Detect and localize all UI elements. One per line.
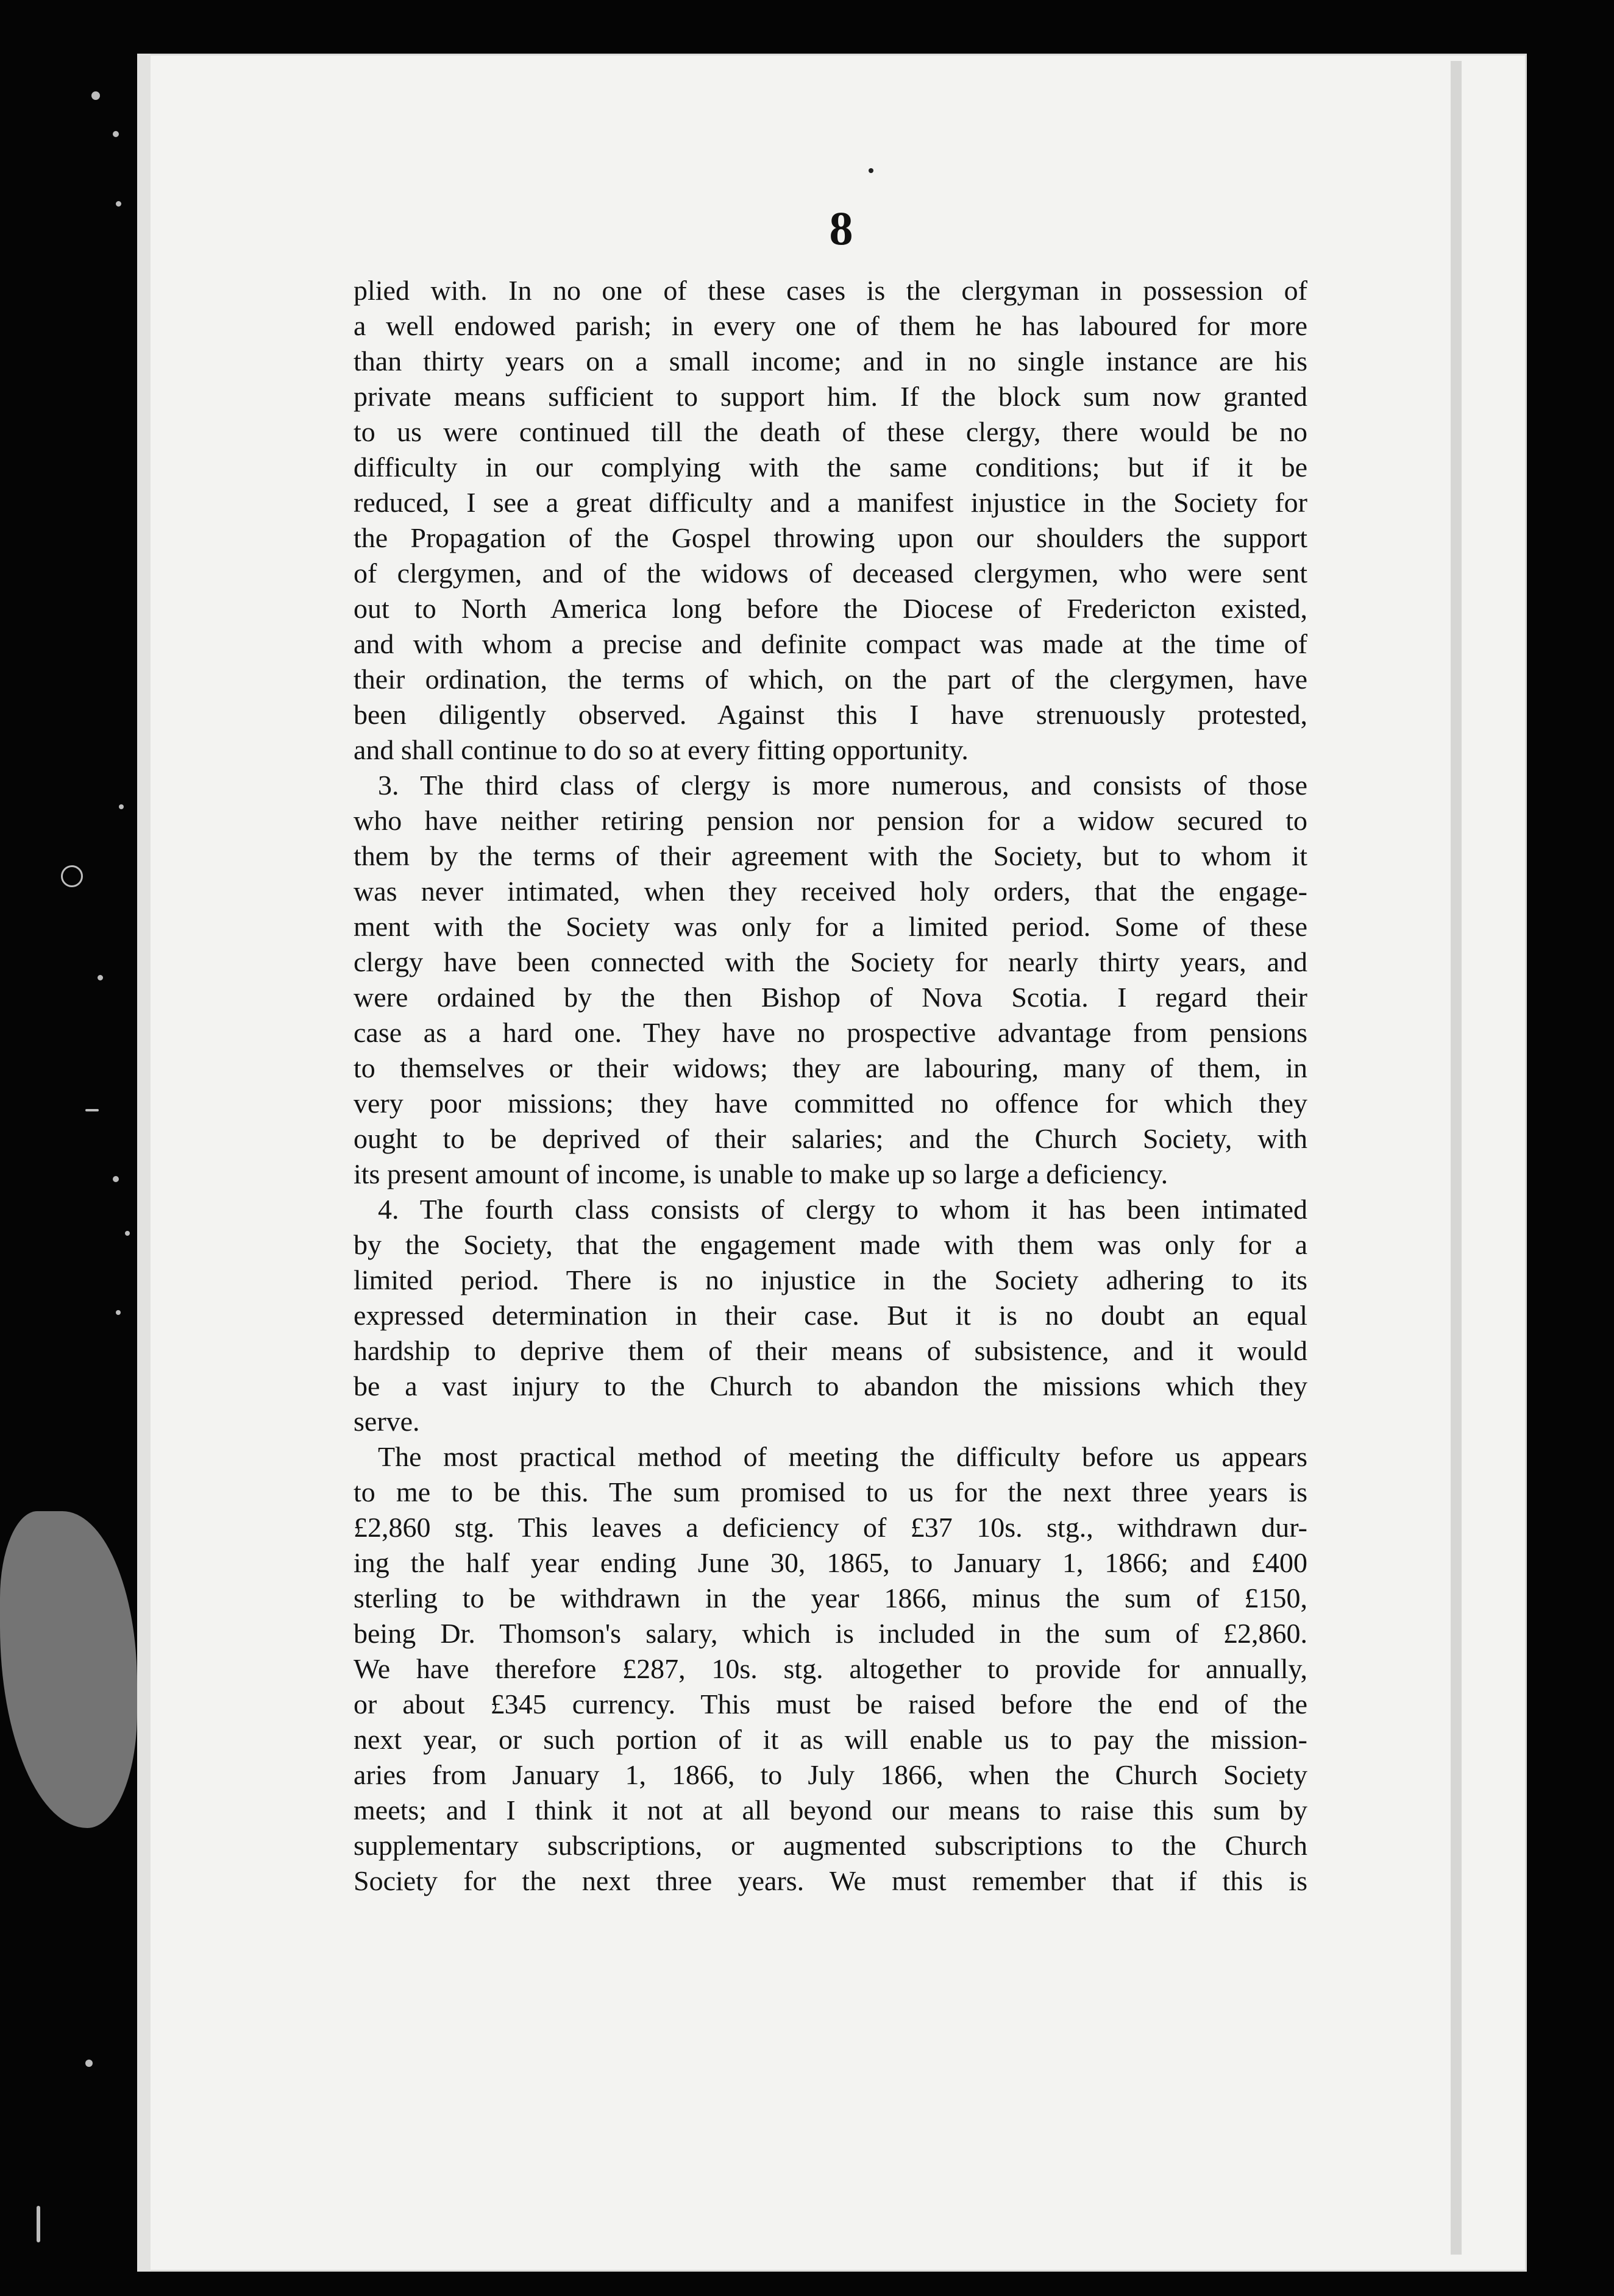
body-text [354, 273, 1307, 1899]
ink-dot [869, 168, 873, 173]
speck [85, 1109, 99, 1111]
speck [61, 865, 83, 887]
text-line: sterling to be withdrawn in the year 1866, minus the sum of £150, [354, 1582, 1307, 1614]
text-line: them by the terms of their agreement with the Society, but to whom it [354, 840, 1307, 871]
text-line: We have therefore £287, 10s. stg. altogether to provide for annually, [354, 1653, 1307, 1684]
speck [98, 975, 103, 980]
text-line: limited period. There is no injustice in the Society adhering to its [354, 1264, 1307, 1295]
text-line: serve. [354, 1406, 420, 1437]
speck [85, 2060, 93, 2067]
text-line: who have neither retiring pension nor pension for a widow secured to [354, 805, 1307, 836]
speck [116, 1310, 121, 1315]
text-line: to us were continued till the death of these clergy, there would be no [354, 416, 1307, 447]
text-line: of clergymen, and of the widows of deceased clergymen, who were sent [354, 558, 1307, 589]
text-line: and shall continue to do so at every fitting opportunity. [354, 734, 969, 765]
text-line: plied with. In no one of these cases is the clergyman in possession of [354, 275, 1307, 306]
scan-stain [0, 1511, 137, 1828]
text-line: being Dr. Thomson's salary, which is included in the sum of £2,860. [354, 1618, 1307, 1649]
page-gutter-edge [137, 54, 151, 2272]
text-line: 4. The fourth class consists of clergy to whom it has been intimated [378, 1194, 1307, 1225]
left-margin-artifacts [0, 0, 137, 2296]
text-line: was never intimated, when they received holy orders, that the engage- [354, 876, 1307, 907]
text-line: next year, or such portion of it as will enable us to pay the mission- [354, 1724, 1307, 1755]
text-line: Society for the next three years. We must remember that if this is [354, 1865, 1307, 1896]
text-line: or about £345 currency. This must be raised before the end of the [354, 1688, 1307, 1720]
text-line: ought to be deprived of their salaries; and the Church Society, with [354, 1123, 1307, 1154]
speck [119, 804, 124, 809]
speck [91, 91, 100, 100]
text-line: aries from January 1, 1866, to July 1866, when the Church Society [354, 1759, 1307, 1790]
page-number: 8 [829, 202, 853, 255]
speck [113, 1176, 119, 1182]
text-line: by the Society, that the engagement made with them was only for a [354, 1229, 1307, 1260]
text-line: expressed determination in their case. But it is no doubt an equal [354, 1300, 1307, 1331]
text-line: difficulty in our complying with the same conditions; but if it be [354, 452, 1307, 483]
speck [37, 2206, 40, 2242]
text-line: and with whom a precise and definite compact was made at the time of [354, 628, 1307, 659]
text-line: were ordained by the then Bishop of Nova Scotia. I regard their [354, 982, 1307, 1013]
text-line: meets; and I think it not at all beyond our means to raise this sum by [354, 1795, 1307, 1826]
text-line: 3. The third class of clergy is more numerous, and consists of those [378, 770, 1307, 801]
text-line: £2,860 stg. This leaves a deficiency of £37 10s. stg., withdrawn dur- [354, 1512, 1307, 1543]
text-line: to me to be this. The sum promised to us for the next three years is [354, 1476, 1307, 1508]
text-line: hardship to deprive them of their means of subsistence, and it would [354, 1335, 1307, 1366]
text-line: the Propagation of the Gospel throwing upon our shoulders the support [354, 522, 1307, 553]
speck [113, 131, 119, 137]
text-line: its present amount of income, is unable to make up so large a deficiency. [354, 1158, 1168, 1189]
page-fore-edge [1451, 61, 1462, 2255]
text-line: ment with the Society was only for a limited period. Some of these [354, 911, 1307, 942]
text-line: than thirty years on a small income; and in no single instance are his [354, 345, 1307, 377]
speck [116, 201, 121, 207]
text-line: private means sufficient to support him. If the block sum now granted [354, 381, 1307, 412]
text-line: The most practical method of meeting the difficulty before us appears [378, 1441, 1307, 1472]
text-line: be a vast injury to the Church to abandon the missions which they [354, 1370, 1307, 1401]
text-line: reduced, I see a great difficulty and a manifest injustice in the Society for [354, 487, 1307, 518]
text-line: very poor missions; they have committed no offence for which they [354, 1088, 1307, 1119]
text-line: case as a hard one. They have no prospective advantage from pensions [354, 1017, 1307, 1048]
text-line: a well endowed parish; in every one of them he has laboured for more [354, 310, 1307, 341]
speck [125, 1231, 130, 1236]
text-line: their ordination, the terms of which, on the part of the clergymen, have [354, 664, 1307, 695]
text-line: been diligently observed. Against this I have strenuously protested, [354, 699, 1307, 730]
text-line: supplementary subscriptions, or augmented subscriptions to the Church [354, 1830, 1307, 1861]
text-line: out to North America long before the Diocese of Fredericton existed, [354, 593, 1307, 624]
text-line: to themselves or their widows; they are labouring, many of them, in [354, 1052, 1307, 1083]
text-line: clergy have been connected with the Society for nearly thirty years, and [354, 946, 1307, 977]
text-line: ing the half year ending June 30, 1865, to January 1, 1866; and £400 [354, 1547, 1307, 1578]
